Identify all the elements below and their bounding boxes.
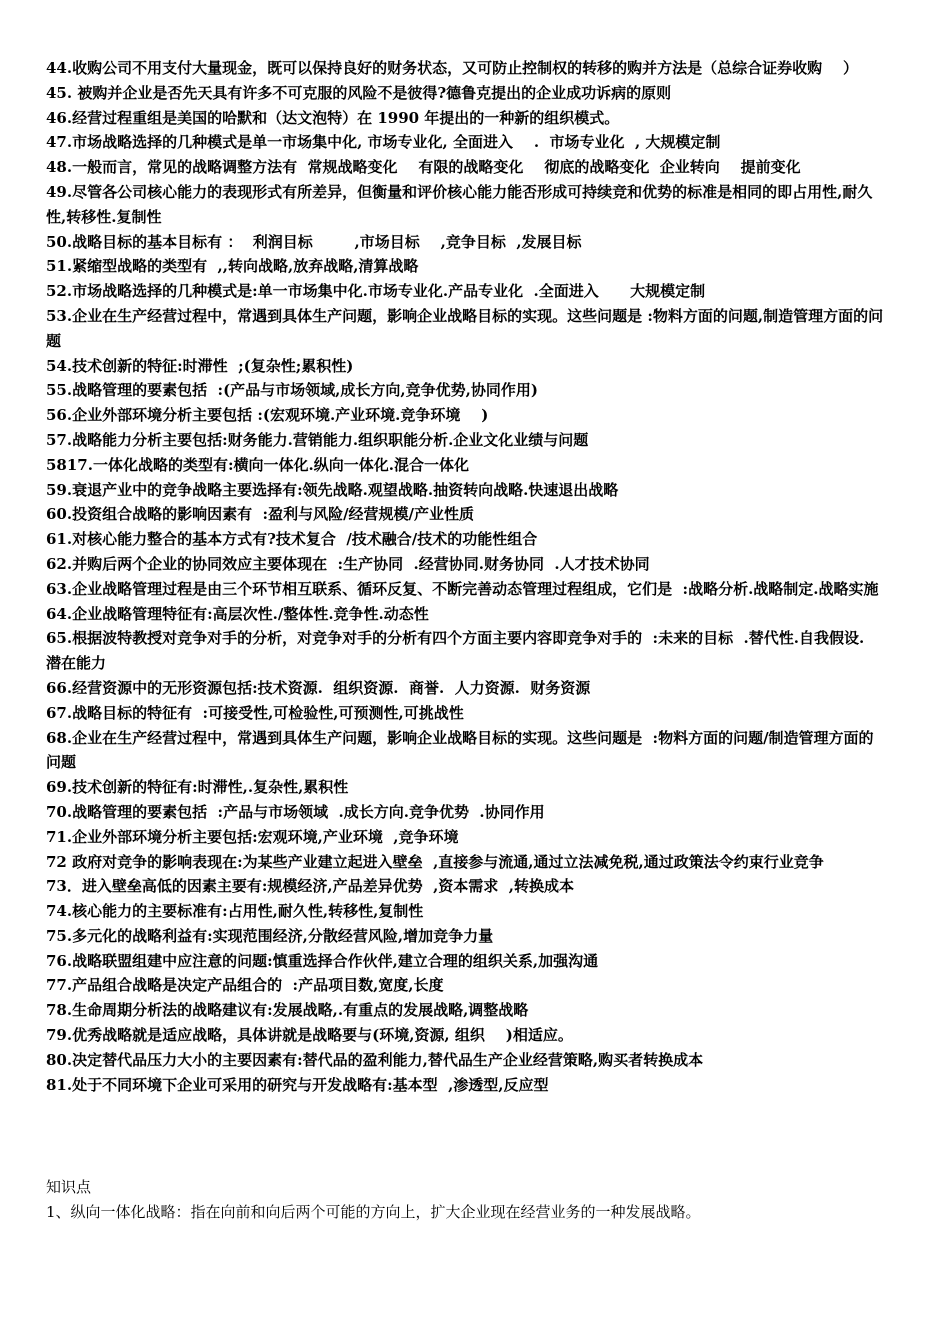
list-item: 55.战略管理的要素包括 :(产品与市场领域,成长方向,竞争优势,协同作用) <box>46 381 538 400</box>
list-item: 46.经营过程重组是美国的哈默和（达文泡特）在 1990 年提出的一种新的组织模式。 <box>46 108 620 127</box>
list-item: 71.企业外部环境分析主要包括:宏观环境,产业环境 ,竞争环境 <box>46 827 459 846</box>
list-item: 70.战略管理的要素包括 :产品与市场领域 .成长方向.竞争优势 .协同作用 <box>46 802 545 821</box>
question-list <box>46 56 886 1097</box>
list-item: 77.产品组合战略是决定产品组合的 :产品项目数,宽度,长度 <box>46 976 444 995</box>
knowledge-entry: 1、纵向一体化战略：指在向前和向后两个可能的方向上，扩大企业现在经营业务的一种发展战略。 <box>46 1203 701 1222</box>
list-item: 51.紧缩型战略的类型有 ,,转向战略,放弃战略,清算战略 <box>46 257 419 276</box>
list-item: 74.核心能力的主要标准有:占用性,耐久性,转移性,复制性 <box>46 902 424 921</box>
list-item: 48.一般而言，常见的战略调整方法有 常规战略变化 有限的战略变化 彻底的战略变化 企业转向 提前变化 <box>46 158 801 177</box>
section-title: 知识点 <box>46 1178 92 1197</box>
list-item: 75.多元化的战略利益有:实现范围经济,分散经营风险,增加竞争力量 <box>46 926 494 945</box>
list-item: 53.企业在生产经营过程中，常遇到具体生产问题，影响企业战略目标的实现。这些问题是 :物料方面的问题,制造管理方面的问题 <box>46 306 884 350</box>
list-item: 60.投资组合战略的影响因素有 :盈利与风险/经营规模/产业性质 <box>46 505 475 524</box>
list-item: 49.尽管各公司核心能力的表现形式有所差异，但衡量和评价核心能力能否形成可持续竞和优势的标准是相同的即占用性,耐久性,转移性.复制性 <box>46 182 873 226</box>
list-item: 67.战略目标的特征有 :可接受性,可检验性,可预测性,可挑战性 <box>46 703 464 722</box>
list-item: 73．进入壁垒高低的因素主要有:规模经济,产品差异优势 ,资本需求 ,转换成本 <box>46 877 574 896</box>
list-item: 65.根据波特教授对竞争对手的分析，对竞争对手的分析有四个方面主要内容即竞争对手的 :未来的目标 .替代性.自我假设. 潜在能力 <box>46 629 875 673</box>
document-page <box>46 56 886 1225</box>
knowledge-section <box>46 1175 886 1225</box>
list-item: 44.收购公司不用支付大量现金，既可以保持良好的财务状态，又可防止控制权的转移的购并方法是（总综合证券收购 ） <box>46 59 858 77</box>
list-item: 50.战略目标的基本目标有 ： 利润目标 ,市场目标 ,竞争目标 ,发展目标 <box>46 232 582 251</box>
list-item: 63.企业战略管理过程是由三个环节相互联系、循环反复、不断完善动态管理过程组成，它们是 :战略分析.战略制定.战略实施 <box>46 579 879 598</box>
list-item: 57.战略能力分析主要包括:财务能力.营销能力.组织职能分析.企业文化业绩与问题 <box>46 430 589 449</box>
list-item: 62.并购后两个企业的协同效应主要体现在 :生产协同 .经营协同.财务协同 .人才技术协同 <box>46 554 650 573</box>
list-item: 66.经营资源中的无形资源包括:技术资源. 组织资源. 商誉. 人力资源. 财务资源 <box>46 678 591 697</box>
list-item: 64.企业战略管理特征有:高层次性./整体性.竞争性.动态性 <box>46 604 429 623</box>
list-item: 59.衰退产业中的竞争战略主要选择有:领先战略.观望战略.抽资转向战略.快速退出战略 <box>46 480 619 499</box>
list-item: 68.企业在生产经营过程中，常遇到具体生产问题，影响企业战略目标的实现。这些问题是 :物料方面的问题/制造管理方面的问题 <box>46 728 874 772</box>
list-item: 5817.一体化战略的类型有:横向一体化.纵向一体化.混合一体化 <box>46 455 469 474</box>
list-item: 76.战略联盟组建中应注意的问题:慎重选择合作伙伴,建立合理的组织关系,加强沟通 <box>46 951 599 970</box>
list-item: 69.技术创新的特征有:时滞性,.复杂性,累积性 <box>46 778 349 797</box>
list-item: 47.市场战略选择的几种模式是单一市场集中化, 市场专业化, 全面进入 . 市场专业化 , 大规模定制 <box>46 133 721 152</box>
list-item: 45. 被购并企业是否先天具有许多不可克服的风险不是彼得?德鲁克提出的企业成功诉病的原则 <box>46 83 672 102</box>
list-item: 78.生命周期分析法的战略建议有:发展战略,.有重点的发展战略,调整战略 <box>46 1001 529 1020</box>
list-item: 52.市场战略选择的几种模式是:单一市场集中化.市场专业化.产品专业化 .全面进入 大规模定制 <box>46 282 706 301</box>
list-item: 56.企业外部环境分析主要包括 :(宏观环境.产业环境.竞争环境 ) <box>46 406 489 425</box>
list-item: 80.决定替代品压力大小的主要因素有:替代品的盈利能力,替代品生产企业经营策略,购买者转换成本 <box>46 1050 704 1069</box>
list-item: 72 政府对竞争的影响表现在:为某些产业建立起进入壁垒 ,直接参与流通,通过立法减免税,通过政策法令约束行业竞争 <box>46 852 824 871</box>
section-spacer <box>46 1097 886 1175</box>
list-item: 81.处于不同环境下企业可采用的研究与开发战略有:基本型 ,渗透型,反应型 <box>46 1075 549 1094</box>
list-item: 61.对核心能力整合的基本方式有?技术复合 /技术融合/技术的功能性组合 <box>46 530 538 549</box>
list-item: 54.技术创新的特征:时滞性 ;(复杂性;累积性) <box>46 356 354 375</box>
list-item: 79.优秀战略就是适应战略，具体讲就是战略要与(环境,资源, 组织 )相适应。 <box>46 1026 573 1045</box>
